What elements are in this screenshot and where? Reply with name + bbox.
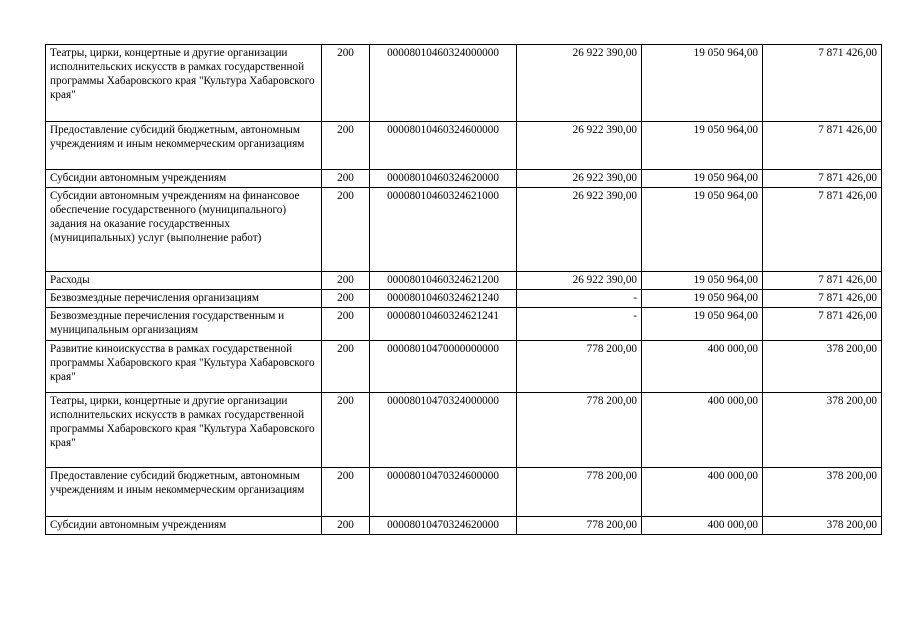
row-exec: 400 000,00 xyxy=(642,341,763,393)
row-code: 200 xyxy=(322,517,370,535)
row-plan: 778 200,00 xyxy=(517,341,642,393)
row-name: Развитие киноискусства в рамках государственной программы Хабаровского края "Культура Хабаровского края" xyxy=(46,341,322,393)
row-rest: 7 871 426,00 xyxy=(763,188,882,272)
row-kbk: 00008010460324620000 xyxy=(370,170,517,188)
table-row xyxy=(46,393,882,468)
row-code: 200 xyxy=(322,188,370,272)
row-code: 200 xyxy=(322,393,370,468)
row-name: Расходы xyxy=(46,272,322,290)
row-rest: 7 871 426,00 xyxy=(763,122,882,170)
row-exec: 19 050 964,00 xyxy=(642,290,763,308)
row-plan: - xyxy=(517,308,642,341)
row-plan: 26 922 390,00 xyxy=(517,188,642,272)
row-code: 200 xyxy=(322,122,370,170)
row-plan: 26 922 390,00 xyxy=(517,272,642,290)
table-row xyxy=(46,122,882,170)
row-plan: 778 200,00 xyxy=(517,468,642,517)
row-kbk: 00008010460324621241 xyxy=(370,308,517,341)
row-plan: 26 922 390,00 xyxy=(517,170,642,188)
row-name: Безвозмездные перечисления организациям xyxy=(46,290,322,308)
table-row xyxy=(46,45,882,122)
row-kbk: 00008010470324620000 xyxy=(370,517,517,535)
row-exec: 400 000,00 xyxy=(642,393,763,468)
row-rest: 378 200,00 xyxy=(763,468,882,517)
row-exec: 19 050 964,00 xyxy=(642,188,763,272)
row-code: 200 xyxy=(322,468,370,517)
row-rest: 7 871 426,00 xyxy=(763,290,882,308)
table-row xyxy=(46,188,882,272)
row-name: Театры, цирки, концертные и другие организации исполнительских искусств в рамках государственной программы Хабаровского края "Культура Хабаровского края" xyxy=(46,393,322,468)
row-rest: 7 871 426,00 xyxy=(763,170,882,188)
row-name: Субсидии автономным учреждениям xyxy=(46,517,322,535)
row-code: 200 xyxy=(322,290,370,308)
row-plan: 778 200,00 xyxy=(517,393,642,468)
row-name: Театры, цирки, концертные и другие организации исполнительских искусств в рамках государственной программы Хабаровского края "Культура Хабаровского края" xyxy=(46,45,322,122)
row-kbk: 00008010460324621240 xyxy=(370,290,517,308)
row-rest: 378 200,00 xyxy=(763,393,882,468)
table-row xyxy=(46,272,882,290)
row-rest: 378 200,00 xyxy=(763,341,882,393)
row-name: Предоставление субсидий бюджетным, автономным учреждениям и иным некоммерческим организациям xyxy=(46,122,322,170)
row-name: Субсидии автономным учреждениям на финансовое обеспечение государственного (муниципального) задания на оказание государственных (муниципальных) услуг (выполнение работ) xyxy=(46,188,322,272)
row-rest: 7 871 426,00 xyxy=(763,308,882,341)
row-kbk: 00008010460324621200 xyxy=(370,272,517,290)
table-row xyxy=(46,170,882,188)
row-code: 200 xyxy=(322,308,370,341)
row-code: 200 xyxy=(322,341,370,393)
table-row xyxy=(46,290,882,308)
row-kbk: 00008010460324600000 xyxy=(370,122,517,170)
budget-table-body xyxy=(46,45,882,535)
row-plan: 778 200,00 xyxy=(517,517,642,535)
table-row xyxy=(46,517,882,535)
row-rest: 7 871 426,00 xyxy=(763,45,882,122)
row-kbk: 00008010470324000000 xyxy=(370,393,517,468)
row-code: 200 xyxy=(322,45,370,122)
row-rest: 7 871 426,00 xyxy=(763,272,882,290)
row-kbk: 00008010460324621000 xyxy=(370,188,517,272)
row-kbk: 00008010470000000000 xyxy=(370,341,517,393)
table-row xyxy=(46,308,882,341)
budget-table xyxy=(45,44,882,535)
row-plan: - xyxy=(517,290,642,308)
row-code: 200 xyxy=(322,170,370,188)
row-exec: 19 050 964,00 xyxy=(642,272,763,290)
row-exec: 19 050 964,00 xyxy=(642,122,763,170)
row-exec: 19 050 964,00 xyxy=(642,45,763,122)
row-exec: 400 000,00 xyxy=(642,517,763,535)
row-exec: 400 000,00 xyxy=(642,468,763,517)
row-plan: 26 922 390,00 xyxy=(517,122,642,170)
row-exec: 19 050 964,00 xyxy=(642,170,763,188)
row-name: Безвозмездные перечисления государственным и муниципальным организациям xyxy=(46,308,322,341)
row-code: 200 xyxy=(322,272,370,290)
table-row xyxy=(46,468,882,517)
row-name: Предоставление субсидий бюджетным, автономным учреждениям и иным некоммерческим организациям xyxy=(46,468,322,517)
table-row xyxy=(46,341,882,393)
row-rest: 378 200,00 xyxy=(763,517,882,535)
row-name: Субсидии автономным учреждениям xyxy=(46,170,322,188)
row-exec: 19 050 964,00 xyxy=(642,308,763,341)
row-kbk: 00008010470324600000 xyxy=(370,468,517,517)
row-plan: 26 922 390,00 xyxy=(517,45,642,122)
row-kbk: 00008010460324000000 xyxy=(370,45,517,122)
